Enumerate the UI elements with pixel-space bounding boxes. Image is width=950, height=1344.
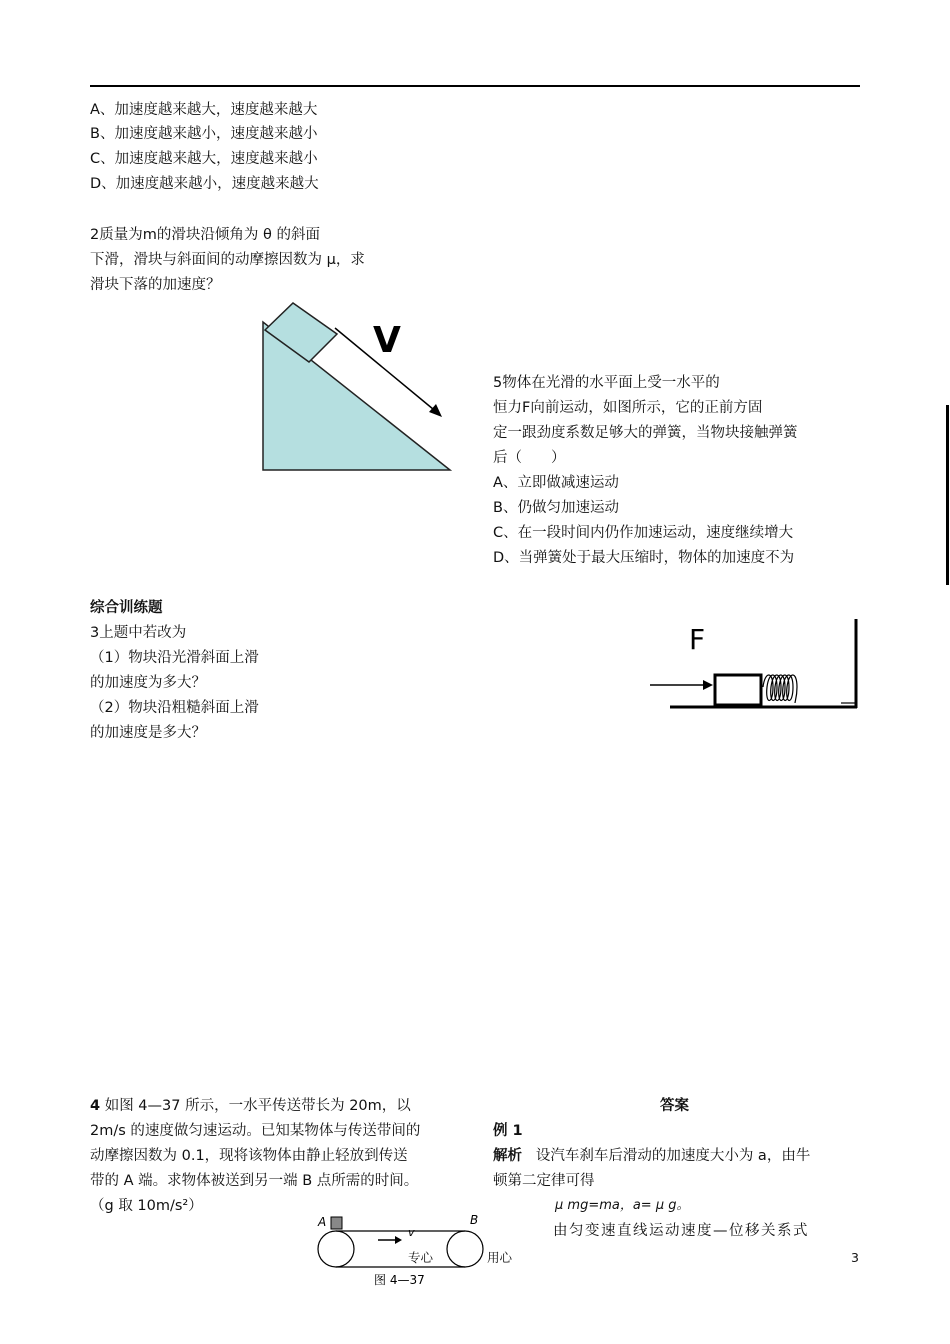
margin-mark (946, 405, 949, 585)
figure-caption: 图 4—37 (374, 1273, 425, 1287)
answer-line-4: 由匀变速直线运动速度—位移关系式 (553, 1223, 809, 1239)
label-a: A (318, 1215, 327, 1229)
q5-line-1: 5物体在光滑的水平面上受一水平的 (493, 375, 720, 391)
q3-line-1: 3上题中若改为 (90, 625, 187, 641)
q5-line-3: 定一跟劲度系数足够大的弹簧，当物块接触弹簧 (493, 425, 798, 441)
q4-line-1 (90, 1096, 411, 1116)
q1-option-d: D、加速度越来越小，速度越来越大 (90, 176, 319, 192)
footer-left: 专心 (408, 1250, 434, 1265)
footer-right: 用心 (487, 1250, 513, 1265)
incline-figure (255, 300, 455, 475)
example-label: 例 1 (493, 1123, 523, 1139)
q5-option-d: D、当弹簧处于最大压缩时，物体的加速度不为 (493, 550, 795, 566)
q1-option-c: C、加速度越来越大，速度越来越小 (90, 151, 318, 167)
q4-line-3: 动摩擦因数为 0.1，现将该物体由静止轻放到传送 (90, 1148, 408, 1164)
force-arrowhead (703, 680, 713, 690)
q5-option-c: C、在一段时间内仍作加速运动，速度继续增大 (493, 525, 794, 541)
object-box (331, 1217, 342, 1229)
q3-line-5: 的加速度是多大？ (90, 725, 206, 741)
q2-line-1: 2质量为m的滑块沿倾角为 θ 的斜面 (90, 227, 320, 243)
q2-line-2: 下滑，滑块与斜面间的动摩擦因数为 μ，求 (90, 252, 365, 268)
q1-option-a: A、加速度越来越大，速度越来越大 (90, 102, 318, 118)
q1-option-b: B、加速度越来越小，速度越来越小 (90, 126, 318, 142)
header-rule (90, 85, 860, 87)
right-pulley (447, 1231, 483, 1267)
q3-line-4: （2）物块沿粗糙斜面上滑 (90, 700, 259, 716)
belt-arrowhead (395, 1236, 402, 1244)
q4-line-5: （g 取 10m/s²） (90, 1198, 203, 1214)
section-title: 综合训练题 (90, 600, 163, 616)
q4-number: 4 (90, 1098, 101, 1114)
answer-line-2: 顿第二定律可得 (493, 1173, 595, 1189)
analysis-label: 解析 (493, 1148, 522, 1164)
left-pulley (318, 1231, 354, 1267)
analysis-text: 设汽车刹车后滑动的加速度大小为 a，由牛 (535, 1148, 811, 1164)
q5-option-b: B、仍做匀加速运动 (493, 500, 619, 516)
q5-line-2: 恒力F向前运动，如图所示，它的正前方固 (493, 400, 763, 416)
q4-line-1-text: 如图 4—37 所示，一水平传送带长为 20m，以 (104, 1098, 411, 1114)
label-b: B (470, 1213, 479, 1227)
force-label: F (689, 623, 706, 656)
analysis-line (493, 1146, 810, 1166)
q4-line-4: 带的 A 端。求物体被送到另一端 B 点所需的时间。 (90, 1173, 419, 1189)
spring-figure (645, 615, 865, 715)
q2-line-3: 滑块下落的加速度？ (90, 277, 221, 293)
q5-line-4: 后（ ） (493, 450, 566, 466)
spring-coil (763, 675, 797, 703)
q3-line-2: （1）物块沿光滑斜面上滑 (90, 650, 259, 666)
answer-title: 答案 (660, 1098, 689, 1114)
answer-formula: μ mg=ma，a= μ g。 (555, 1198, 690, 1213)
q4-line-2: 2m/s 的速度做匀速运动。已知某物体与传送带间的 (90, 1123, 421, 1139)
velocity-arrowhead (429, 404, 442, 417)
velocity-label: V (373, 320, 401, 361)
q5-option-a: A、立即做减速运动 (493, 475, 619, 491)
block (715, 675, 761, 705)
q3-line-3: 的加速度为多大？ (90, 675, 206, 691)
page-number: 3 (851, 1250, 859, 1265)
label-v: v (408, 1226, 415, 1239)
